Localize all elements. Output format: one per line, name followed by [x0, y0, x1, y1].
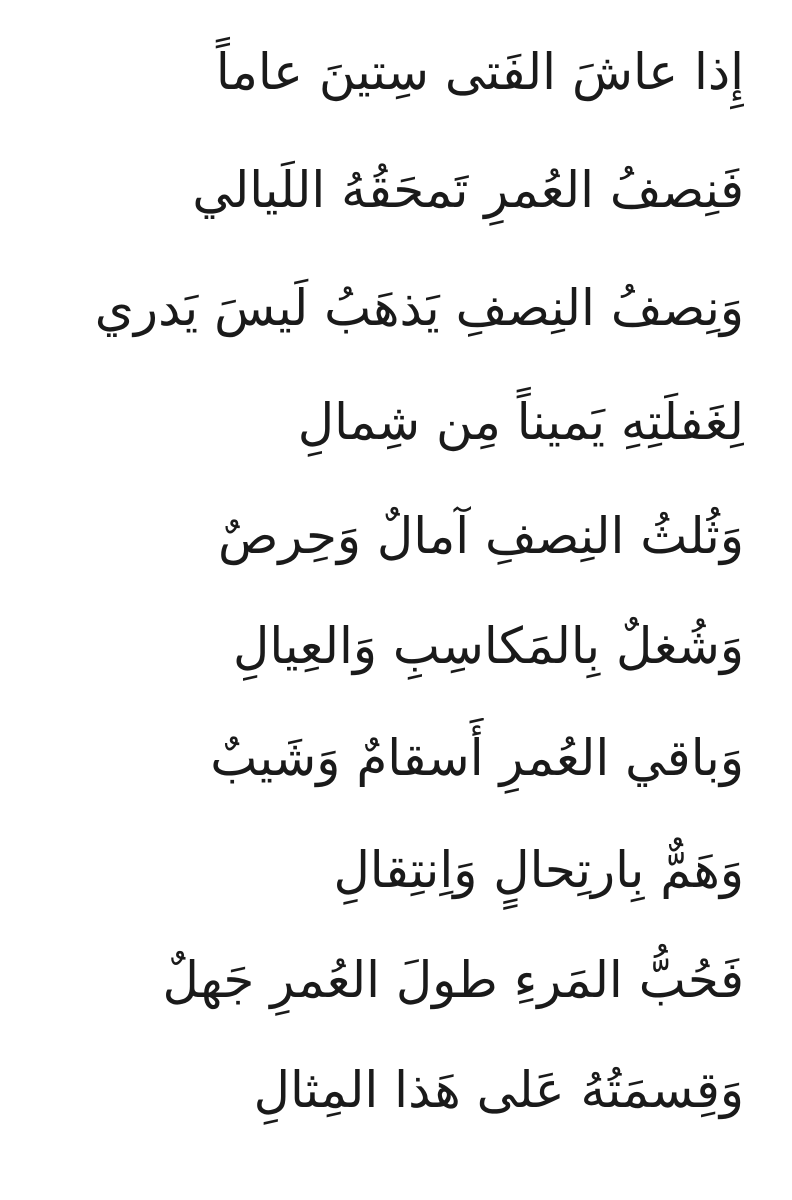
poem-line-9: فَحُبُّ المَرءِ طولَ العُمرِ جَهلٌ	[162, 951, 744, 1009]
poem-line-3: وَنِصفُ النِصفِ يَذهَبُ لَيسَ يَدري	[94, 279, 744, 337]
poem-line-4: لِغَفلَتِهِ يَميناً مِن شِمالِ	[297, 393, 744, 451]
poem-line-7: وَباقي العُمرِ أَسقامٌ وَشَيبٌ	[210, 729, 744, 787]
poem-line-5: وَثُلثُ النِصفِ آمالٌ وَحِرصٌ	[217, 507, 744, 565]
poem-line-6: وَشُغلٌ بِالمَكاسِبِ وَالعِيالِ	[233, 617, 744, 675]
poem-line-2: فَنِصفُ العُمرِ تَمحَقُهُ اللَيالي	[192, 161, 744, 219]
poem-line-1: إِذا عاشَ الفَتى سِتينَ عاماً	[215, 43, 744, 101]
poem-line-8: وَهَمٌّ بِارتِحالٍ وَاِنتِقالِ	[333, 841, 744, 899]
poem-line-10: وَقِسمَتُهُ عَلى هَذا المِثالِ	[253, 1061, 744, 1119]
